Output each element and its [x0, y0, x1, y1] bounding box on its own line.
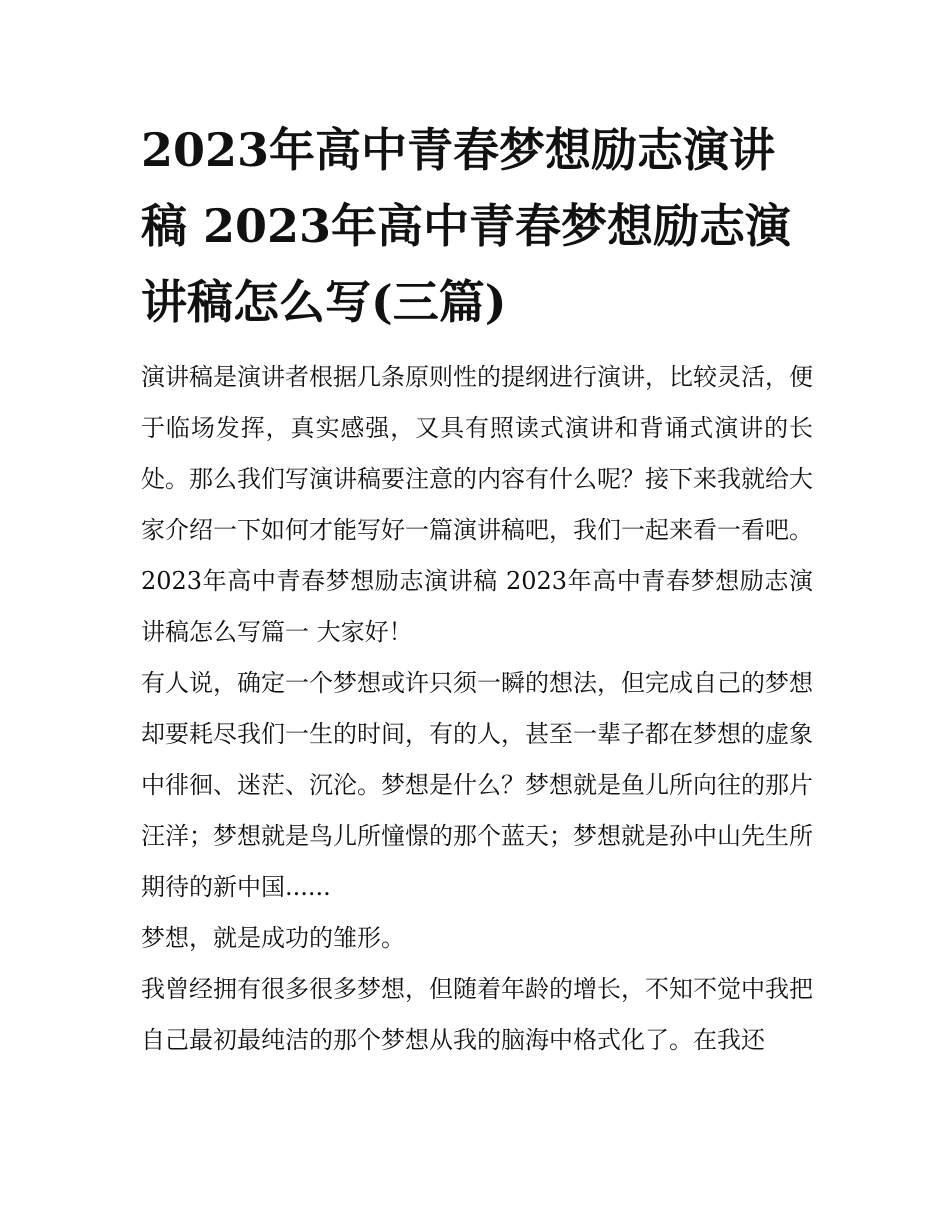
paragraph-dream-seed: 梦想，就是成功的雏形。: [141, 924, 405, 952]
document-title: 2023年高中青春梦想励志演讲稿 2023年高中青春梦想励志演讲稿怎么写(三篇): [141, 123, 792, 329]
paragraph-section-heading: 2023年高中青春梦想励志演讲稿 2023年高中青春梦想励志演讲稿怎么写篇一 大家好！: [141, 567, 813, 646]
paragraph-lost-dream: 我曾经拥有很多很多梦想，但随着年龄的增长，不知不觉中我把自己最初最纯洁的那个梦想从我的脑海中格式化了。在我还: [141, 975, 813, 1054]
document-page: [141, 112, 813, 1066]
paragraph-dream-definition: 有人说，确定一个梦想或许只须一瞬的想法，但完成自己的梦想却要耗尽我们一生的时间，有的人，甚至一辈子都在梦想的虚象中徘徊、迷茫、沉沦。梦想是什么？梦想就是鱼儿所向往的那片汪洋；梦想就是鸟儿所憧憬的那个蓝天；梦想就是孙中山先生所期待的新中国......: [141, 669, 813, 901]
paragraph-intro: 演讲稿是演讲者根据几条原则性的提纲进行演讲，比较灵活，便于临场发挥，真实感强，又具有照读式演讲和背诵式演讲的长处。那么我们写演讲稿要注意的内容有什么呢？接下来我就给大家介绍一下如何才能写好一篇演讲稿吧，我们一起来看一看吧。: [141, 363, 813, 544]
